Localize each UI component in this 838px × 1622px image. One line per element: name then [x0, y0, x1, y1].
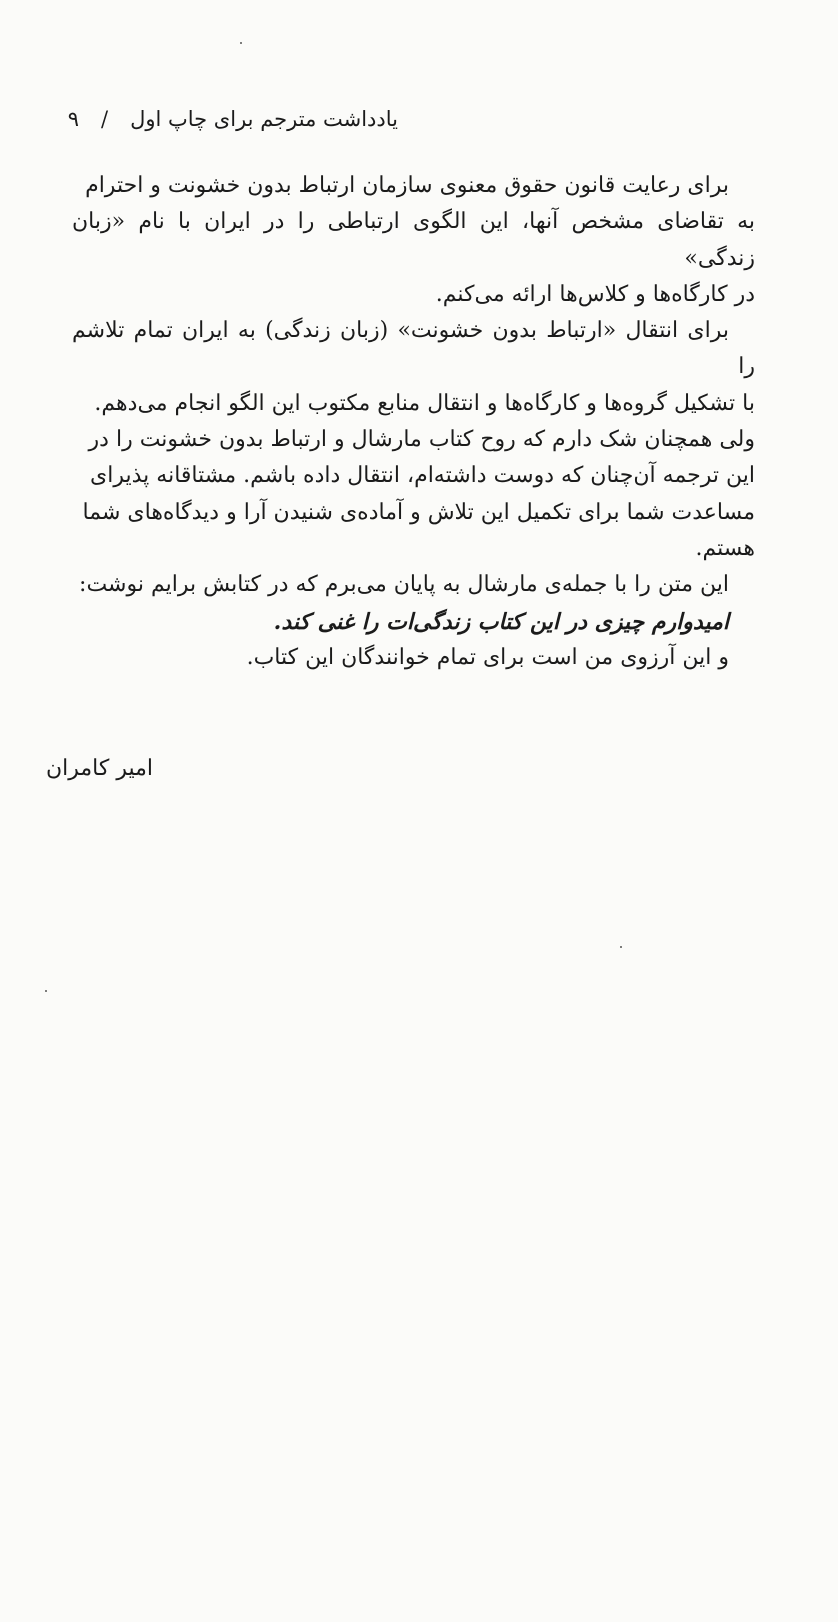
- marshall-quote: امیدوارم چیزی در این کتاب زندگی‌ات را غنی کند.: [273, 608, 729, 635]
- paragraph-line: برای رعایت قانون حقوق معنوی سازمان ارتباط بدون خشونت و احترام: [85, 173, 729, 198]
- scan-speck: [45, 990, 47, 992]
- paragraph-line: در کارگاه‌ها و کلاس‌ها ارائه می‌کنم.: [435, 281, 755, 307]
- paragraph-line: برای انتقال «ارتباط بدون خشونت» (زبان زندگی) به ایران تمام تلاشم را: [72, 318, 755, 380]
- paragraph-line: ولی همچنان شک دارم که روح کتاب مارشال و ارتباط بدون خشونت را در: [88, 427, 755, 453]
- paragraph-line: به تقاضای مشخص آنها، این الگوی ارتباطی را در ایران با نام «زبان زندگی»: [72, 209, 755, 271]
- header-separator: /: [101, 107, 109, 131]
- body-text: [72, 168, 755, 676]
- running-header: [68, 107, 398, 131]
- paragraph-line: این متن را با جمله‌ی مارشال به پایان می‌برم که در کتابش برایم نوشت:: [79, 572, 729, 598]
- paragraph-line: این ترجمه آن‌چنان که دوست داشته‌ام، انتقال داده باشم. مشتاقانه پذیرای: [90, 463, 755, 489]
- page-number: ۹: [67, 107, 79, 131]
- paragraph-line: مساعدت شما برای تکمیل این تلاش و آماده‌ی شنیدن آرا و دیدگاه‌های شما: [82, 499, 755, 525]
- scan-speck: [240, 42, 242, 44]
- header-title: یادداشت مترجم برای چاپ اول: [130, 107, 398, 131]
- paragraph-line: و این آرزوی من است برای تمام خوانندگان این کتاب.: [246, 644, 729, 670]
- translator-signature: امیر کامران: [45, 756, 153, 781]
- paragraph-line: با تشکیل گروه‌ها و کارگاه‌ها و انتقال منابع مکتوب این الگو انجام می‌دهم.: [94, 390, 755, 416]
- scan-speck: [620, 946, 622, 948]
- paragraph-line: هستم.: [695, 535, 755, 561]
